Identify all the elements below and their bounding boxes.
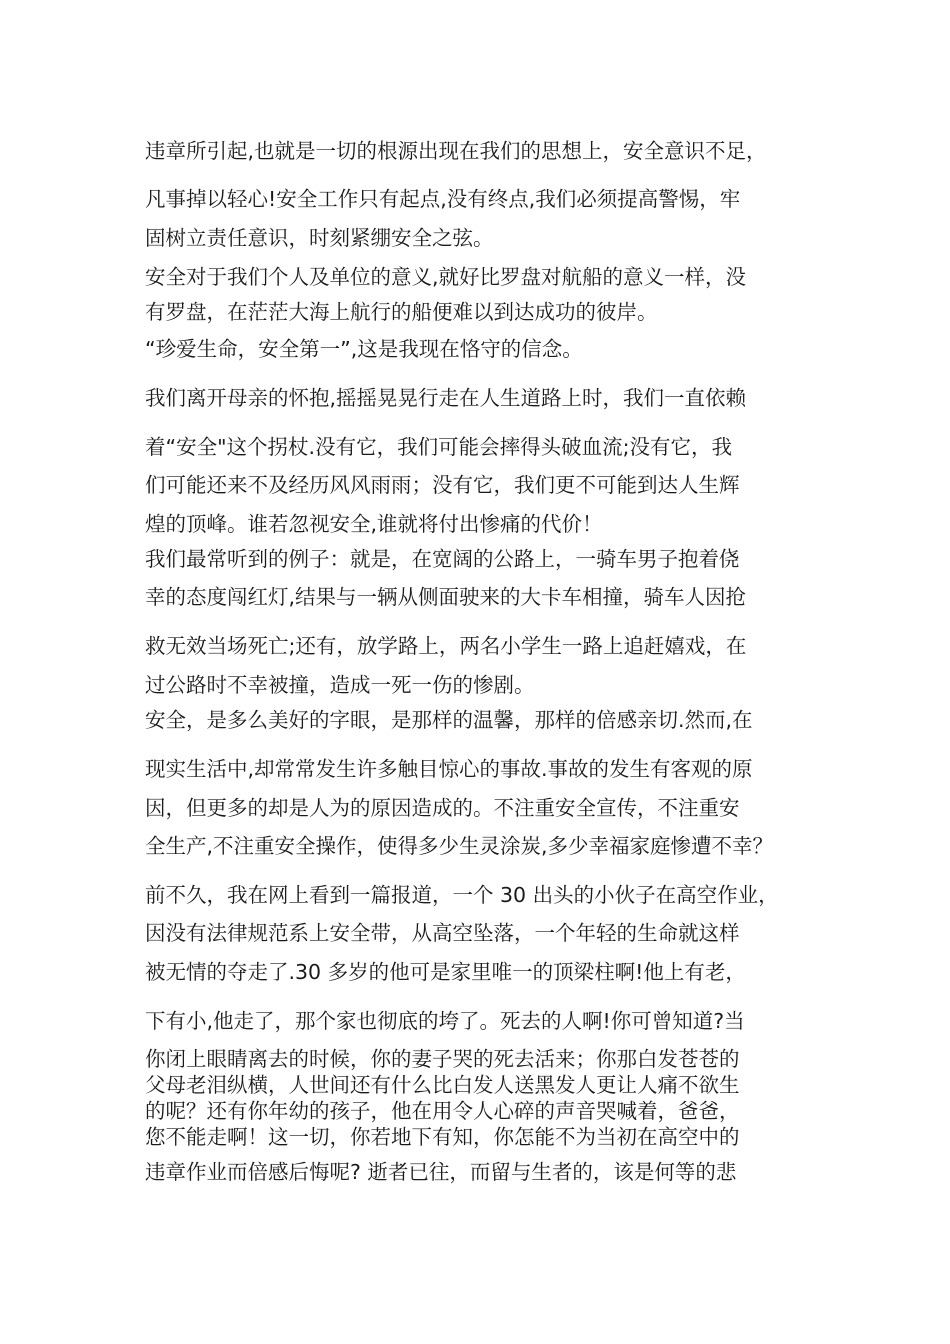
- text-line: 安全，是多么美好的字眼，是那样的温馨，那样的倍感亲切.然而,在: [145, 708, 753, 732]
- text-line: 过公路时不幸被撞，造成一死一伤的惨剧。: [145, 673, 535, 697]
- text-line: 我们最常听到的例子：就是，在宽阔的公路上，一骑车男子抱着侥: [145, 547, 740, 571]
- text-line: 父母老泪纵横，人世间还有什么比白发人送黑发人更让人痛不欲生: [145, 1073, 740, 1097]
- text-line: 着“安全"这个拐杖.没有它，我们可能会摔得头破血流;没有它，我: [145, 435, 732, 459]
- text-line: 现实生活中,却常常发生许多触目惊心的事故.事故的发生有客观的原: [145, 757, 753, 781]
- text-line: 因，但更多的却是人为的原因造成的。不注重安全宣传，不注重安: [145, 796, 740, 820]
- text-line: 安全对于我们个人及单位的意义,就好比罗盘对航船的意义一样，没: [145, 265, 747, 289]
- text-line: 们可能还来不及经历风风雨雨；没有它，我们更不可能到达人生辉: [145, 473, 740, 497]
- text-line: 救无效当场死亡;还有，放学路上，两名小学生一路上追赶嬉戏，在: [145, 634, 747, 658]
- text-line: 违章所引起,也就是一切的根源出现在我们的思想上，安全意识不足，: [145, 139, 767, 163]
- text-line: 固树立责任意识，时刻紧绷安全之弦。: [145, 226, 494, 250]
- text-line: 您不能走啊！这一切，你若地下有知，你怎能不为当初在高空中的: [145, 1125, 740, 1149]
- text-line: 有罗盘，在茫茫大海上航行的船便难以到达成功的彼岸。: [145, 300, 658, 324]
- text-line: 因没有法律规范系上安全带，从高空坠落，一个年轻的生命就这样: [145, 921, 740, 945]
- text-line: 我们离开母亲的怀抱,摇摇晃晃行走在人生道路上时，我们一直依赖: [145, 386, 747, 410]
- text-line: 全生产,不注重安全操作，使得多少生灵涂炭,多少幸福家庭惨遭不幸？: [145, 834, 774, 858]
- text-line: 你闭上眼睛离去的时候，你的妻子哭的死去活来；你那白发苍苍的: [145, 1047, 740, 1071]
- text-line: “珍爱生命，安全第一”,这是我现在恪守的信念。: [145, 337, 583, 361]
- text-line: 被无情的夺走了.30 多岁的他可是家里唯一的顶梁柱啊!他上有老，: [145, 960, 746, 984]
- text-line: 前不久，我在网上看到一篇报道，一个 30 出头的小伙子在高空作业，: [145, 883, 779, 907]
- text-line: 幸的态度闯红灯,结果与一辆从侧面驶来的大卡车相撞，骑车人因抢: [145, 585, 747, 609]
- text-line: 下有小,他走了，那个家也彻底的垮了。死去的人啊!你可曾知道?当: [145, 1009, 745, 1033]
- text-line: 违章作业而倍感后悔呢? 逝者已往，而留与生者的，该是何等的悲: [145, 1160, 737, 1184]
- text-line: 煌的顶峰。谁若忽视安全,谁就将付出惨痛的代价！: [145, 512, 603, 536]
- text-line: 的呢？还有你年幼的孩子，他在用令人心碎的声音哭喊着，爸爸，: [145, 1099, 740, 1123]
- text-line: 凡事掉以轻心!安全工作只有起点,没有终点,我们必须提高警惕，牢: [145, 187, 741, 211]
